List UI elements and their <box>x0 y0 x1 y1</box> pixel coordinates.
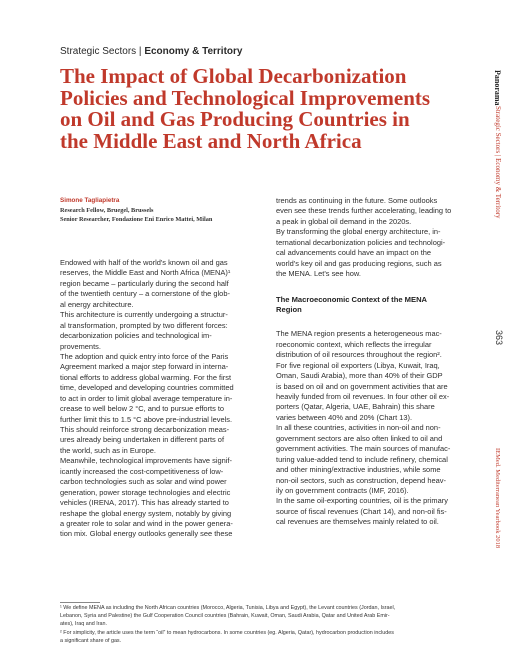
sidebar-sector: Strategic Sectors | Economy & Territory <box>494 106 502 219</box>
body-text-line: carbon technologies such as solar and wind power <box>60 477 227 487</box>
body-text-line: ures already being undertaken in different parts of <box>60 435 225 445</box>
body-text-line: Endowed with half of the world's known oil and gas <box>60 258 228 267</box>
body-text-line: ternational decarbonization policies and technologi- <box>276 237 446 247</box>
author-block <box>60 196 272 225</box>
footnotes <box>60 604 490 645</box>
body-text-line: government activities. The main sources of manufac- <box>276 444 451 454</box>
body-text-line: world's key oil and gas producing regions, such as <box>276 258 442 268</box>
section-subheading <box>276 295 488 316</box>
body-text-line: varies between 40% and 20% (Chart 13). <box>276 412 413 422</box>
footnote-line: ates), Iraq and Iran. <box>60 621 108 628</box>
right-column-bottom <box>276 329 488 527</box>
body-text-line: turing value-added tend to include refinery, chemical <box>276 454 448 464</box>
body-text-line: This architecture is currently undergoing a structur- <box>60 310 228 320</box>
body-text-line: tion mix. Global energy outlooks generally see these <box>60 529 233 539</box>
body-text-line: decarbonization policies and technological im- <box>60 331 212 341</box>
body-text-line: time, developed and developing countries committed <box>60 383 234 393</box>
right-column <box>276 196 488 528</box>
body-text-line: non-oil sectors, such as construction, depend heav- <box>276 475 446 485</box>
author-affiliation: Senior Researcher, Fondazione Eni Enrico Mattei, Milan <box>60 216 213 224</box>
body-text-line: a peak in global oil demand in the 2020s. <box>276 216 412 226</box>
sidebar-panorama: Panorama <box>493 70 502 106</box>
section-category: Strategic Sectors | <box>60 46 142 57</box>
author-affiliation: Research Fellow, Bruegel, Brussels <box>60 206 154 214</box>
subheading-line: Region <box>276 304 302 314</box>
footnote-line: a significant share of gas. <box>60 637 122 644</box>
body-text-line: the MENA. Let's see how. <box>276 269 361 279</box>
body-text-line: to act in order to limit global average temperature in- <box>60 393 233 403</box>
page-number: 363 <box>494 330 504 346</box>
body-text-line: cal advancements could have an impact on the <box>276 248 432 258</box>
body-text-line: generation, power storage technologies and electric <box>60 487 231 497</box>
body-text-line: icantly increased the cost-competitiveness of low- <box>60 466 224 476</box>
title-line: Policies and Technological Improvements <box>60 85 431 110</box>
body-text-line: is based on oil and on government activities that are <box>276 381 448 391</box>
title-line: on Oil and Gas Producing Countries in <box>60 107 410 131</box>
body-text-line: heavily funded from oil revenues. In four other oil ex- <box>276 392 450 401</box>
body-text-line: al energy architecture. <box>60 299 134 309</box>
body-text-line: Meanwhile, technological improvements have signif- <box>60 456 232 466</box>
body-text-line: reshape the global energy system, notably by giving <box>60 508 232 518</box>
body-text-line: ily on government contracts (IMF, 2016). <box>276 485 409 495</box>
body-text-line: cal revenues are themselves mainly related to oil. <box>276 517 439 527</box>
body-text-line: distribution of oil resources throughout the region². <box>276 350 442 360</box>
footnote-line: ² For simplicity, the article uses the term “oil” to mean hydrocarbons. In some countries (eg. Algeria, Qatar), hydrocarbon production includes <box>60 629 394 636</box>
section-header <box>60 46 470 57</box>
title-line: The Impact of Global Decarbonization <box>60 64 407 88</box>
body-text-line: In all these countries, activities in non-oil and non- <box>276 423 441 433</box>
body-text-line: a greater role to solar and wind in the power genera- <box>60 518 233 528</box>
body-text-line: source of fiscal revenues (Chart 14), and non-oil fis- <box>276 506 447 516</box>
body-text-line: government sectors are also often linked to oil and <box>276 433 443 443</box>
body-text-line: reserves, the Middle East and North Africa (MENA)¹ <box>60 268 231 278</box>
body-text-line: crease to well below 2 °C, and to pursue efforts to <box>60 404 225 414</box>
right-column-top <box>276 196 488 280</box>
body-text-line: further limit this to 1.5 °C above pre-industrial levels. <box>60 414 233 424</box>
body-text-line: provements. <box>60 341 101 351</box>
left-column <box>60 258 272 540</box>
body-text-line: and other mining/extractive industries, while some <box>276 465 441 475</box>
footnote-line: Lebanon, Syria and Palestine) the Gulf Cooperation Council countries (Bahrain, Kuwait, Oman, Saudi Arabia, Qatar and United Arab Emir- <box>60 613 390 620</box>
body-text-line: Agreement marked a major step forward in interna- <box>60 362 229 372</box>
subheading-line: The Macroeconomic Context of the MENA <box>276 294 428 304</box>
body-text-line: By transforming the global energy architecture, in- <box>276 227 441 237</box>
title-line: the Middle East and North Africa <box>60 128 362 153</box>
body-text-line: al transformation, prompted by two different forces: <box>60 320 228 330</box>
article-title <box>60 66 480 152</box>
section-subcategory: Economy & Territory <box>144 46 243 57</box>
body-text-line: The adoption and quick entry into force of the Paris <box>60 351 229 361</box>
body-text-line: vehicles (IRENA, 2017). This has already started to <box>60 498 229 508</box>
body-text-line: tional efforts to address global warming. For the first <box>60 372 232 382</box>
body-text-line: For five regional oil exporters (Libya, Kuwait, Iraq, <box>276 360 440 370</box>
body-text-line: even see these trends further accelerating, leading to <box>276 206 452 216</box>
body-text-line: roeconomic context, which reflects the irregular <box>276 339 432 349</box>
sidebar-yearbook: IEMed. Mediterranean Yearbook 2018 <box>494 448 501 549</box>
body-text-line: This should reinforce strong decarbonization meas- <box>60 425 230 434</box>
body-text-line: porters (Qatar, Algeria, UAE, Bahrain) this share <box>276 402 435 412</box>
body-text-line: region became – particularly during the second half <box>60 278 229 288</box>
footnote-divider <box>60 602 100 603</box>
body-text-line: the world, such as in Europe. <box>60 445 156 455</box>
body-text-line: In the same oil-exporting countries, oil is the primary <box>276 496 448 506</box>
author-name: Simone Tagliapietra <box>60 197 120 204</box>
footnote-line: ¹ We define MENA as including the North African countries (Morocco, Algeria, Tunisia, Libya and Egypt), the Levant countries (Jordan, Israel, <box>60 605 396 611</box>
body-text-line: of the twentieth century – a cornerstone of the glob- <box>60 289 230 299</box>
body-text-line: trends as continuing in the future. Some outlooks <box>276 196 438 205</box>
body-text-line: Oman, Saudi Arabia), more than 40% of their GDP <box>276 371 443 381</box>
body-text-line: The MENA region presents a heterogeneous mac- <box>276 329 442 339</box>
